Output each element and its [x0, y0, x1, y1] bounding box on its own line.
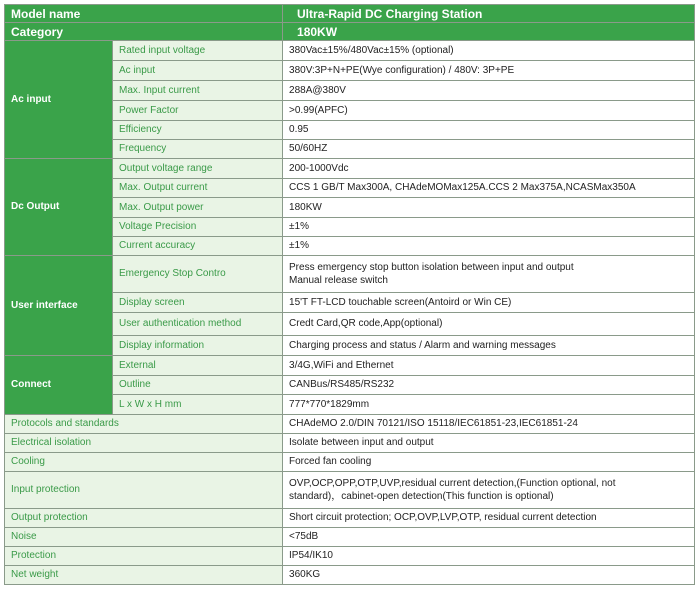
- spec-row: [5, 547, 695, 566]
- spec-label: User authentication method: [113, 313, 283, 336]
- spec-label: Voltage Precision: [113, 218, 283, 237]
- spec-value-line: Press emergency stop button isolation between input and output: [289, 262, 574, 273]
- spec-value: 200-1000Vdc: [283, 159, 695, 179]
- model-name-label: Model name: [5, 5, 283, 23]
- spec-label: Protection: [5, 547, 283, 566]
- group-dc-output: Dc Output: [5, 159, 113, 256]
- spec-label: Max. Input current: [113, 81, 283, 101]
- spec-label: Emergency Stop Contro: [113, 256, 283, 293]
- spec-value: Forced fan cooling: [283, 453, 695, 472]
- spec-value: CCS 1 GB/T Max300A, CHAdeMOMax125A.CCS 2 Max375A,NCASMax350A: [283, 179, 695, 198]
- spec-value: 3/4G,WiFi and Ethernet: [283, 356, 695, 376]
- category-row: [5, 23, 695, 41]
- spec-value: Credt Card,QR code,App(optional): [283, 313, 695, 336]
- spec-label: Max. Output power: [113, 198, 283, 218]
- spec-value: Short circuit protection; OCP,OVP,LVP,OTP, residual current detection: [283, 509, 695, 528]
- spec-value-line: standard)，cabinet-open detection(This function is optional): [289, 491, 554, 502]
- spec-label: Current accuracy: [113, 237, 283, 256]
- spec-value: 777*770*1829mm: [283, 395, 695, 415]
- spec-label: Display screen: [113, 293, 283, 313]
- spec-label: Net weight: [5, 566, 283, 585]
- spec-label: Output voltage range: [113, 159, 283, 179]
- spec-value: 360KG: [283, 566, 695, 585]
- spec-value: 288A@380V: [283, 81, 695, 101]
- spec-label: Output protection: [5, 509, 283, 528]
- spec-value: <75dB: [283, 528, 695, 547]
- spec-label: Ac input: [113, 61, 283, 81]
- spec-label: Cooling: [5, 453, 283, 472]
- spec-row: [5, 566, 695, 585]
- spec-label: L x W x H mm: [113, 395, 283, 415]
- spec-row: [5, 509, 695, 528]
- spec-label: Noise: [5, 528, 283, 547]
- spec-value: ±1%: [283, 218, 695, 237]
- spec-row: [5, 434, 695, 453]
- spec-row: [5, 528, 695, 547]
- spec-value: ±1%: [283, 237, 695, 256]
- spec-label: Rated input voltage: [113, 41, 283, 61]
- spec-label: Outline: [113, 376, 283, 395]
- spec-value: 380V:3P+N+PE(Wye configuration) / 480V: 3P+PE: [283, 61, 695, 81]
- spec-value: 0.95: [283, 121, 695, 140]
- spec-value-line: OVP,OCP,OPP,OTP,UVP,residual current detection,(Function optional, not: [289, 478, 616, 489]
- spec-label: Electrical isolation: [5, 434, 283, 453]
- category-value: 180KW: [283, 23, 695, 41]
- spec-value: >0.99(APFC): [283, 101, 695, 121]
- spec-value: CANBus/RS485/RS232: [283, 376, 695, 395]
- spec-row: [5, 256, 695, 293]
- spec-value: Charging process and status / Alarm and warning messages: [283, 336, 695, 356]
- spec-row: [5, 472, 695, 509]
- spec-value: IP54/IK10: [283, 547, 695, 566]
- spec-value-line: Manual release switch: [289, 275, 388, 286]
- spec-label: Max. Output current: [113, 179, 283, 198]
- spec-row: [5, 356, 695, 376]
- group-connect: Connect: [5, 356, 113, 415]
- spec-label: Input protection: [5, 472, 283, 509]
- spec-label: Power Factor: [113, 101, 283, 121]
- spec-row: [5, 159, 695, 179]
- spec-value: [283, 472, 695, 509]
- group-user-interface: User interface: [5, 256, 113, 356]
- spec-value: 15'T FT-LCD touchable screen(Antoird or Win CE): [283, 293, 695, 313]
- spec-value: CHAdeMO 2.0/DIN 70121/ISO 15118/IEC61851-23,IEC61851-24: [283, 415, 695, 434]
- spec-label: Efficiency: [113, 121, 283, 140]
- spec-table: [4, 4, 695, 585]
- spec-value: Isolate between input and output: [283, 434, 695, 453]
- header-row: [5, 5, 695, 23]
- category-label: Category: [5, 23, 283, 41]
- model-name-value: Ultra-Rapid DC Charging Station: [283, 5, 695, 23]
- spec-row: [5, 453, 695, 472]
- spec-row: [5, 41, 695, 61]
- spec-value: [283, 256, 695, 293]
- spec-value: 50/60HZ: [283, 140, 695, 159]
- spec-label: Frequency: [113, 140, 283, 159]
- spec-label: External: [113, 356, 283, 376]
- spec-row: [5, 415, 695, 434]
- spec-label: Display information: [113, 336, 283, 356]
- spec-value: 180KW: [283, 198, 695, 218]
- spec-value: 380Vac±15%/480Vac±15% (optional): [283, 41, 695, 61]
- group-ac-input: Ac input: [5, 41, 113, 159]
- spec-label: Protocols and standards: [5, 415, 283, 434]
